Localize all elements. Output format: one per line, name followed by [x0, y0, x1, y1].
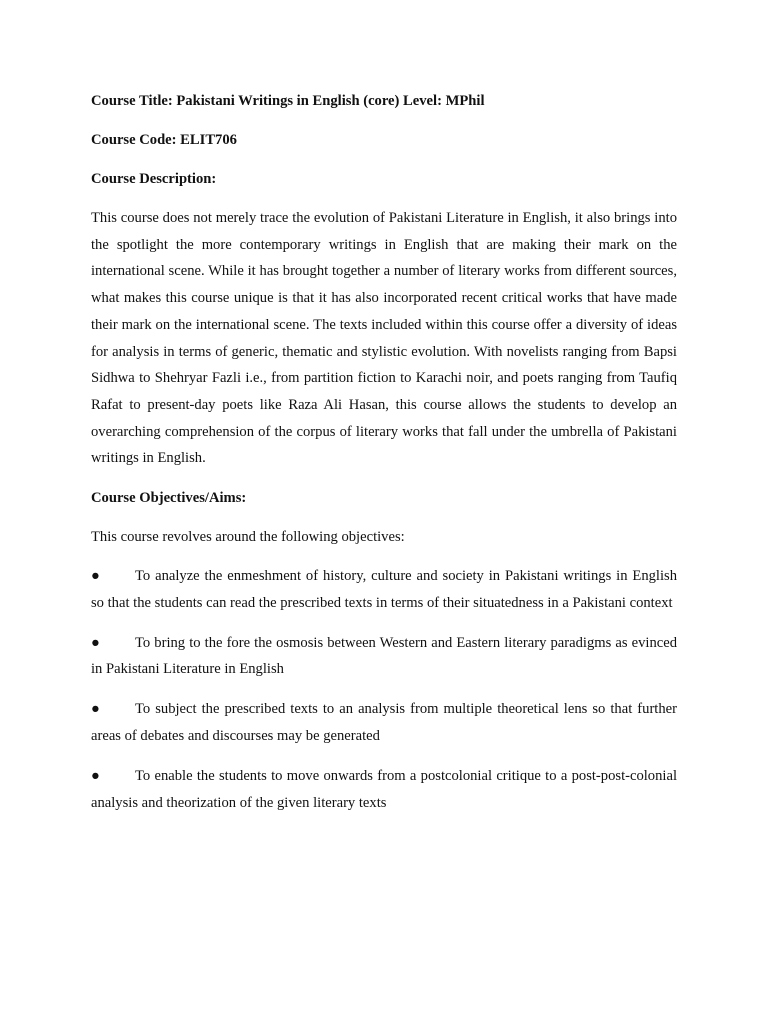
- bullet-icon: ●: [91, 701, 100, 718]
- bullet-icon: ●: [91, 767, 100, 784]
- objective-item: [91, 630, 677, 684]
- document-page: [91, 88, 677, 829]
- description-heading: Course Description:: [91, 171, 217, 187]
- bullet-icon: ●: [91, 634, 100, 651]
- objective-item: [91, 696, 677, 750]
- objective-text: To analyze the enmeshment of history, culture and society in Pakistani writings in English so that the students can read the prescribed texts in terms of their situatedness in a Pakistani context: [91, 568, 677, 611]
- course-title: Course Title: Pakistani Writings in English (core) Level: MPhil: [91, 93, 485, 109]
- objective-text: To enable the students to move onwards from a postcolonial critique to a post-post-colonial analysis and theorization of the given literary texts: [91, 767, 677, 811]
- bullet-icon: ●: [91, 568, 100, 585]
- course-code: Course Code: ELIT706: [91, 132, 237, 148]
- description-paragraph: This course does not merely trace the evolution of Pakistani Literature in English, it also brings into the spotlight the more contemporary writings in English that are making their mark on the international scene. While it has brought together a number of literary works from different sources, what makes this course unique is that it has also incorporated recent critical works that have made their mark on the international scene. The texts included within this course offer a diversity of ideas for analysis in terms of generic, thematic and stylistic evolution. With novelists ranging from Bapsi Sidhwa to Shehryar Fazli i.e., from partition fiction to Karachi noir, and poets ranging from Taufiq Rafat to present-day poets like Raza Ali Hasan, this course allows the students to develop an overarching comprehension of the corpus of literary works that fall under the umbrella of Pakistani writings in English.: [91, 210, 677, 467]
- objective-item: [91, 563, 677, 617]
- objectives-heading: Course Objectives/Aims:: [91, 490, 247, 507]
- objective-text: To subject the prescribed texts to an analysis from multiple theoretical lens so that further areas of debates and discourses may be generated: [91, 701, 677, 745]
- objective-text: To bring to the fore the osmosis between Western and Eastern literary paradigms as evinced in Pakistani Literature in English: [91, 634, 677, 678]
- objectives-intro: This course revolves around the following objectives:: [91, 529, 405, 546]
- objective-item: [91, 763, 677, 817]
